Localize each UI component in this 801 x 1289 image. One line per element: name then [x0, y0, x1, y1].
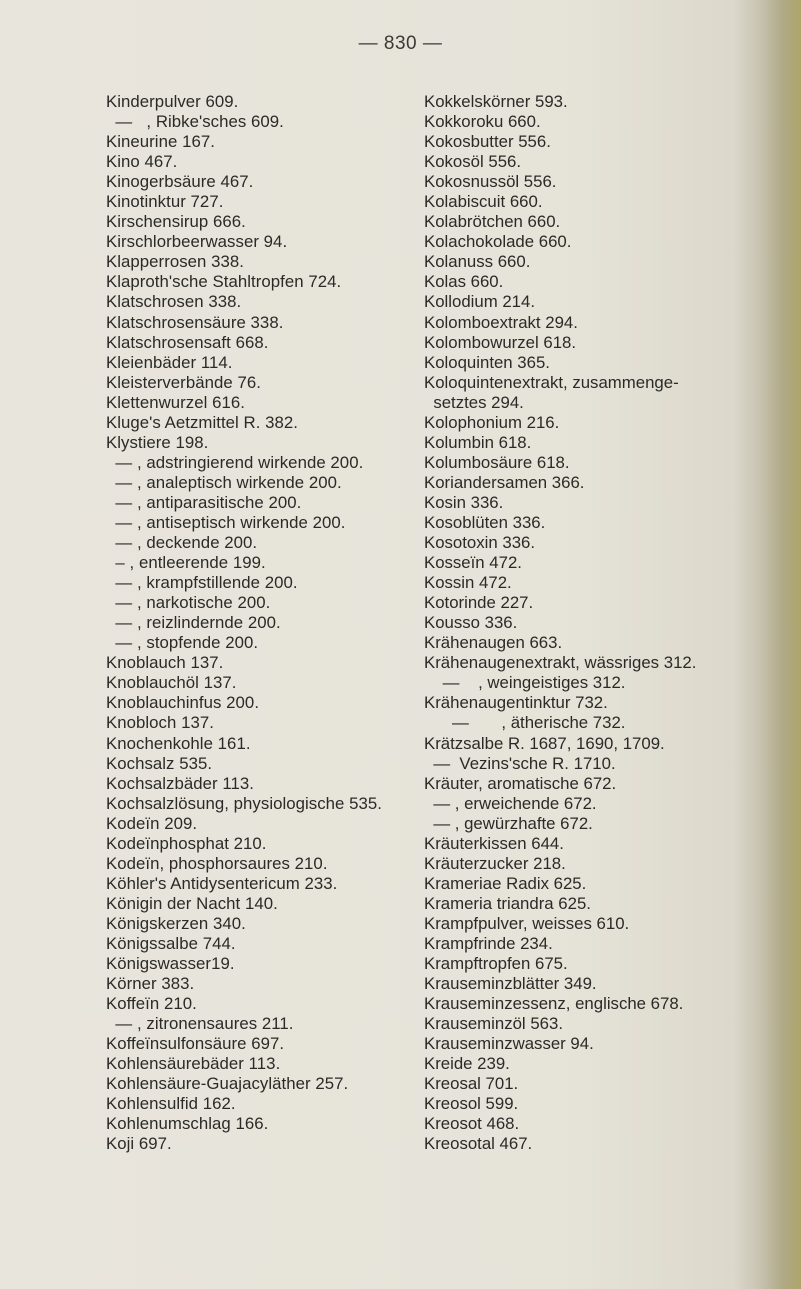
index-entry: — , erweichende 672. — [424, 793, 597, 813]
index-entry: — , Ribke'sches 609. — [106, 112, 284, 132]
index-entry: Krähenaugenextrakt, wässriges 312. — [424, 653, 697, 673]
index-entry: Kohlenumschlag 166. — [106, 1114, 269, 1134]
index-entry: Kokkelskörner 593. — [424, 92, 568, 111]
index-entry: Kino 467. — [106, 152, 178, 172]
index-entry: Kolabiscuit 660. — [424, 192, 543, 212]
index-entry: Klatschrosensäure 338. — [106, 312, 284, 332]
index-entry: Knoblauch 137. — [106, 653, 224, 673]
index-entry: Krauseminzöl 563. — [424, 1014, 563, 1034]
index-entry: Krameria triandra 625. — [424, 893, 591, 913]
index-entry: — , zitronensaures 211. — [106, 1014, 294, 1034]
index-entry: Kochsalzbäder 113. — [106, 773, 254, 793]
index-entry: Kinotinktur 727. — [106, 192, 224, 212]
index-entry: Kokosnussöl 556. — [424, 172, 557, 192]
index-entry: — , ätherische 732. — [424, 713, 626, 733]
index-entry: Kräuterzucker 218. — [424, 853, 566, 873]
index-entry: Koji 697. — [106, 1134, 172, 1154]
index-entry: Kochsalz 535. — [106, 753, 213, 773]
index-entry: Kreosot 468. — [424, 1114, 520, 1134]
index-entry: Kohlensulfid 162. — [106, 1094, 236, 1114]
index-entry: Krampfpulver, weisses 610. — [424, 913, 630, 933]
index-entry: Kinogerbsäure 467. — [106, 172, 254, 192]
index-entry: Königssalbe 744. — [106, 933, 236, 953]
index-entry: — , deckende 200. — [106, 533, 258, 553]
index-entry: Kirschensirup 666. — [106, 212, 246, 232]
index-column-left — [106, 92, 406, 1154]
index-entry: Klettenwurzel 616. — [106, 392, 245, 412]
index-entry: Kosotoxin 336. — [424, 533, 536, 553]
index-entry: Krauseminzwasser 94. — [424, 1034, 594, 1054]
index-entry: Klapperrosen 338. — [106, 252, 244, 272]
index-entry: Kohlensäure-Guajacyläther 257. — [106, 1074, 349, 1094]
index-entry: Kineurine 167. — [106, 132, 215, 152]
index-entry: Knoblauchinfus 200. — [106, 693, 260, 713]
index-entry: — , stopfende 200. — [106, 633, 259, 653]
index-entry: Kousso 336. — [424, 613, 518, 633]
index-entry: Knobloch 137. — [106, 713, 214, 733]
index-entry: Kreide 239. — [424, 1054, 510, 1074]
index-entry: — , reizlindernde 200. — [106, 613, 281, 633]
index-entry: Kodeïn, phosphorsaures 210. — [106, 853, 328, 873]
index-entry: Kräuter, aromatische 672. — [424, 773, 617, 793]
index-entry: Krähenaugentinktur 732. — [424, 693, 608, 713]
index-entry: Kreosotal 467. — [424, 1134, 533, 1154]
index-entry: Kossin 472. — [424, 573, 512, 593]
index-entry: Kodeïnphosphat 210. — [106, 833, 267, 853]
index-entry: Krauseminzessenz, englische 678. — [424, 994, 684, 1014]
index-entry: Koriandersamen 366. — [424, 472, 585, 492]
index-entry: — , antiseptisch wirkende 200. — [106, 512, 346, 532]
index-entry: Kolanuss 660. — [424, 252, 531, 272]
index-entry: Kolas 660. — [424, 272, 504, 292]
index-entry: Kotorinde 227. — [424, 593, 534, 613]
index-entry: Kokosbutter 556. — [424, 132, 551, 152]
index-entry: Kolachokolade 660. — [424, 232, 572, 252]
index-entry: — Vezins'sche R. 1710. — [424, 753, 616, 773]
index-entry: Königin der Nacht 140. — [106, 893, 278, 913]
index-entry: — , narkotische 200. — [106, 593, 271, 613]
index-entry: Kokkoroku 660. — [424, 112, 541, 132]
index-entry: Körner 383. — [106, 974, 195, 994]
index-entry: Kolophonium 216. — [424, 412, 560, 432]
index-entry: Kreosol 599. — [424, 1094, 519, 1114]
index-entry: Kolombowurzel 618. — [424, 332, 577, 352]
index-entry: Krampftropfen 675. — [424, 954, 568, 974]
index-entry: Knoblauchöl 137. — [106, 673, 237, 693]
index-entry: – , entleerende 199. — [106, 553, 266, 573]
index-entry: Krähenaugen 663. — [424, 633, 563, 653]
index-entry: Köhler's Antidysentericum 233. — [106, 873, 338, 893]
index-entry: — , antiparasitische 200. — [106, 492, 302, 512]
index-entry: Kosin 336. — [424, 492, 504, 512]
index-entry: Kolomboextrakt 294. — [424, 312, 578, 332]
index-entry: setztes 294. — [424, 392, 524, 412]
index-entry: Klystiere 198. — [106, 432, 209, 452]
index-entry: Koloquintenextrakt, zusammenge- — [424, 372, 679, 392]
index-entry: Koffeïnsulfonsäure 697. — [106, 1034, 285, 1054]
index-entry: Königskerzen 340. — [106, 913, 246, 933]
page-edge-shadow — [731, 0, 801, 1289]
index-entry: Kirschlorbeerwasser 94. — [106, 232, 288, 252]
index-entry: Kollodium 214. — [424, 292, 536, 312]
index-entry: Kokosöl 556. — [424, 152, 522, 172]
index-entry: Kräuterkissen 644. — [424, 833, 564, 853]
index-entry: — , adstringierend wirkende 200. — [106, 452, 364, 472]
index-entry: Kosseïn 472. — [424, 553, 522, 573]
index-entry: Kolumbin 618. — [424, 432, 532, 452]
index-entry: Kluge's Aetzmittel R. 382. — [106, 412, 298, 432]
index-entry: Kolabrötchen 660. — [424, 212, 561, 232]
index-entry: Klaproth'sche Stahltropfen 724. — [106, 272, 342, 292]
index-entry: Kolumbosäure 618. — [424, 452, 570, 472]
index-entry: — , weingeistiges 312. — [424, 673, 626, 693]
index-entry: Kosoblüten 336. — [424, 512, 546, 532]
index-entry: Kleisterverbände 76. — [106, 372, 261, 392]
index-entry: Kohlensäurebäder 113. — [106, 1054, 281, 1074]
index-entry: Klatschrosen 338. — [106, 292, 242, 312]
index-entry: Krätzsalbe R. 1687, 1690, 1709. — [424, 733, 665, 753]
index-entry: — , gewürzhafte 672. — [424, 813, 593, 833]
index-entry: Krampfrinde 234. — [424, 933, 553, 953]
index-entry: Kochsalzlösung, physiologische 535. — [106, 793, 383, 813]
index-entry: Koffeïn 210. — [106, 994, 197, 1014]
index-entry: Koloquinten 365. — [424, 352, 550, 372]
index-entry: Knochenkohle 161. — [106, 733, 251, 753]
index-entry: Klatschrosensaft 668. — [106, 332, 269, 352]
index-entry: Kreosal 701. — [424, 1074, 519, 1094]
index-entry: Kodeïn 209. — [106, 813, 198, 833]
index-entry: Krauseminzblätter 349. — [424, 974, 597, 994]
index-column-right — [424, 92, 724, 1154]
page-number: — 830 — — [358, 33, 443, 54]
index-entry: Königswasser19. — [106, 954, 235, 974]
index-entry: Kinderpulver 609. — [106, 92, 239, 111]
index-entry: — , krampfstillende 200. — [106, 573, 298, 593]
index-entry: Krameriae Radix 625. — [424, 873, 587, 893]
index-entry: — , analeptisch wirkende 200. — [106, 472, 342, 492]
index-entry: Kleienbäder 114. — [106, 352, 233, 372]
